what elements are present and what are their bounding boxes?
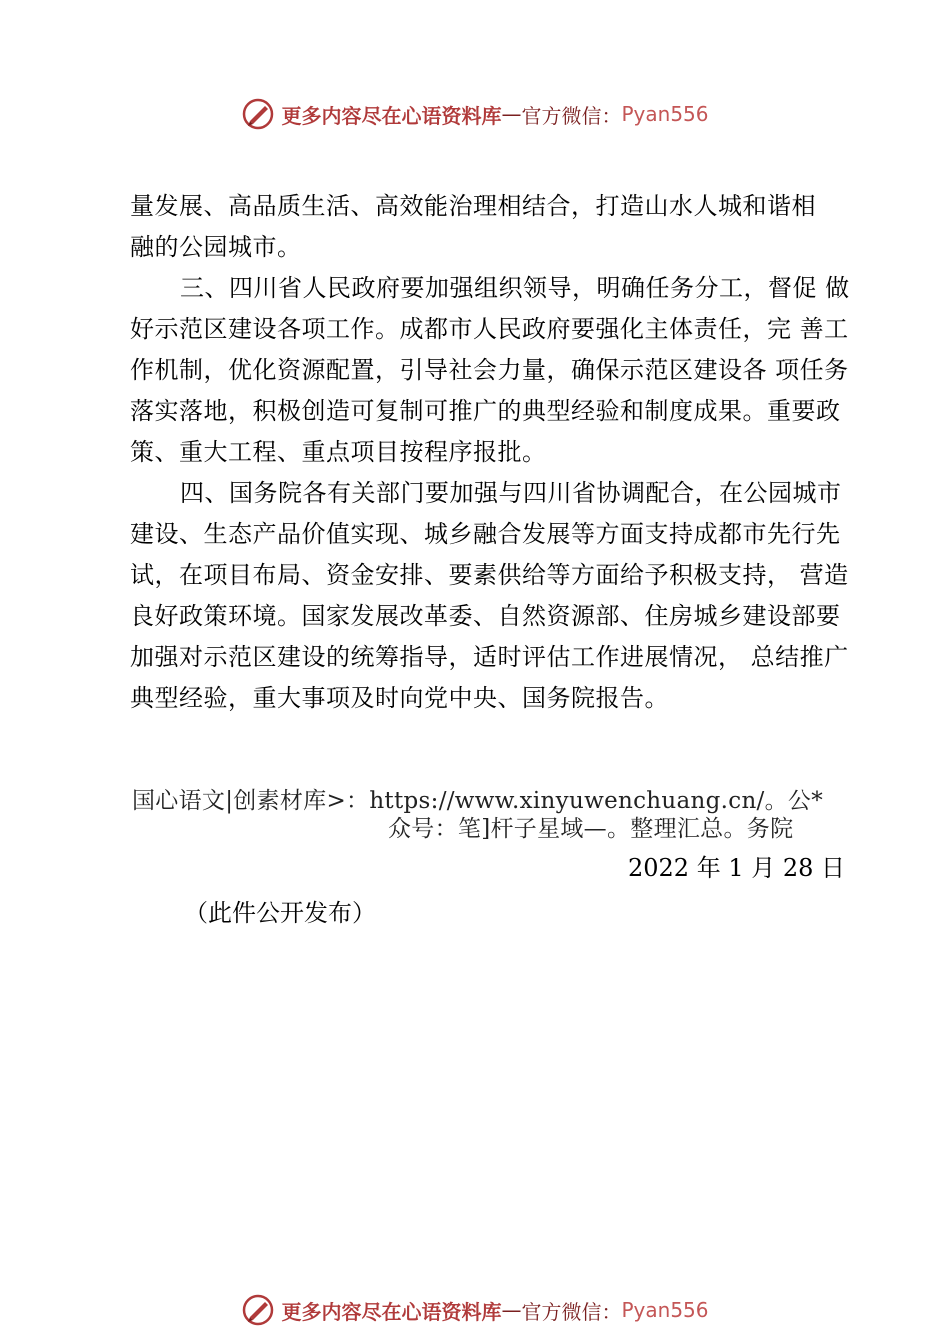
- pen-logo-icon: [241, 97, 275, 131]
- text-line: 加强对示范区建设的统筹指导，适时评估工作进展情况， 总结推广: [130, 643, 849, 671]
- banner-wechat-id: Pyan556: [621, 1298, 709, 1322]
- publication-note: （此件公开发布）: [184, 899, 376, 927]
- source-line-2: 众号：笔]杆子星域—。整理汇总。务院: [388, 816, 794, 842]
- paragraph-three-start: 三、四川省人民政府要加强组织领导，明确任务分工，督促 做: [180, 274, 850, 302]
- text-line: 作机制，优化资源配置，引导社会力量，确保示范区建设各 项任务: [130, 356, 849, 384]
- banner-dash: —: [501, 1298, 522, 1322]
- watermark-banner-top: [0, 92, 950, 136]
- text-line: 落实落地，积极创造可复制可推广的典型经验和制度成果。重要政: [130, 397, 841, 425]
- banner-wechat-label: 官方微信：: [521, 1299, 622, 1324]
- banner-wechat-id: Pyan556: [621, 102, 709, 126]
- document-date: 2022 年 1 月 28 日: [628, 854, 846, 882]
- banner-wechat-label: 官方微信：: [521, 103, 622, 128]
- text-line: 融的公园城市。: [130, 233, 302, 261]
- source-line-1: 国心语文|创素材库>：https://www.xinyuwenchuang.cn/。公*: [132, 788, 824, 814]
- pen-logo-icon: [241, 1293, 275, 1327]
- watermark-banner-bottom: [0, 1288, 950, 1332]
- banner-title: 更多内容尽在心语资料库: [281, 103, 502, 128]
- document-body: [130, 186, 870, 719]
- text-line: 良好政策环境。国家发展改革委、自然资源部、住房城乡建设部要: [130, 602, 841, 630]
- text-line: 好示范区建设各项工作。成都市人民政府要强化主体责任，完 善工: [130, 315, 849, 343]
- text-line: 试，在项目布局、资金安排、要素供给等方面给予积极支持， 营造: [130, 561, 849, 589]
- banner-dash: —: [501, 102, 522, 126]
- banner-title: 更多内容尽在心语资料库: [281, 1299, 502, 1324]
- paragraph-four-start: 四、国务院各有关部门要加强与四川省协调配合，在公园城市: [180, 479, 842, 507]
- text-line: 典型经验，重大事项及时向党中央、国务院报告。: [130, 684, 669, 712]
- text-line: 策、重大工程、重点项目按程序报批。: [130, 438, 547, 466]
- text-line: 建设、生态产品价值实现、城乡融合发展等方面支持成都市先行先: [130, 520, 841, 548]
- text-line: 量发展、高品质生活、高效能治理相结合，打造山水人城和谐相: [130, 192, 816, 220]
